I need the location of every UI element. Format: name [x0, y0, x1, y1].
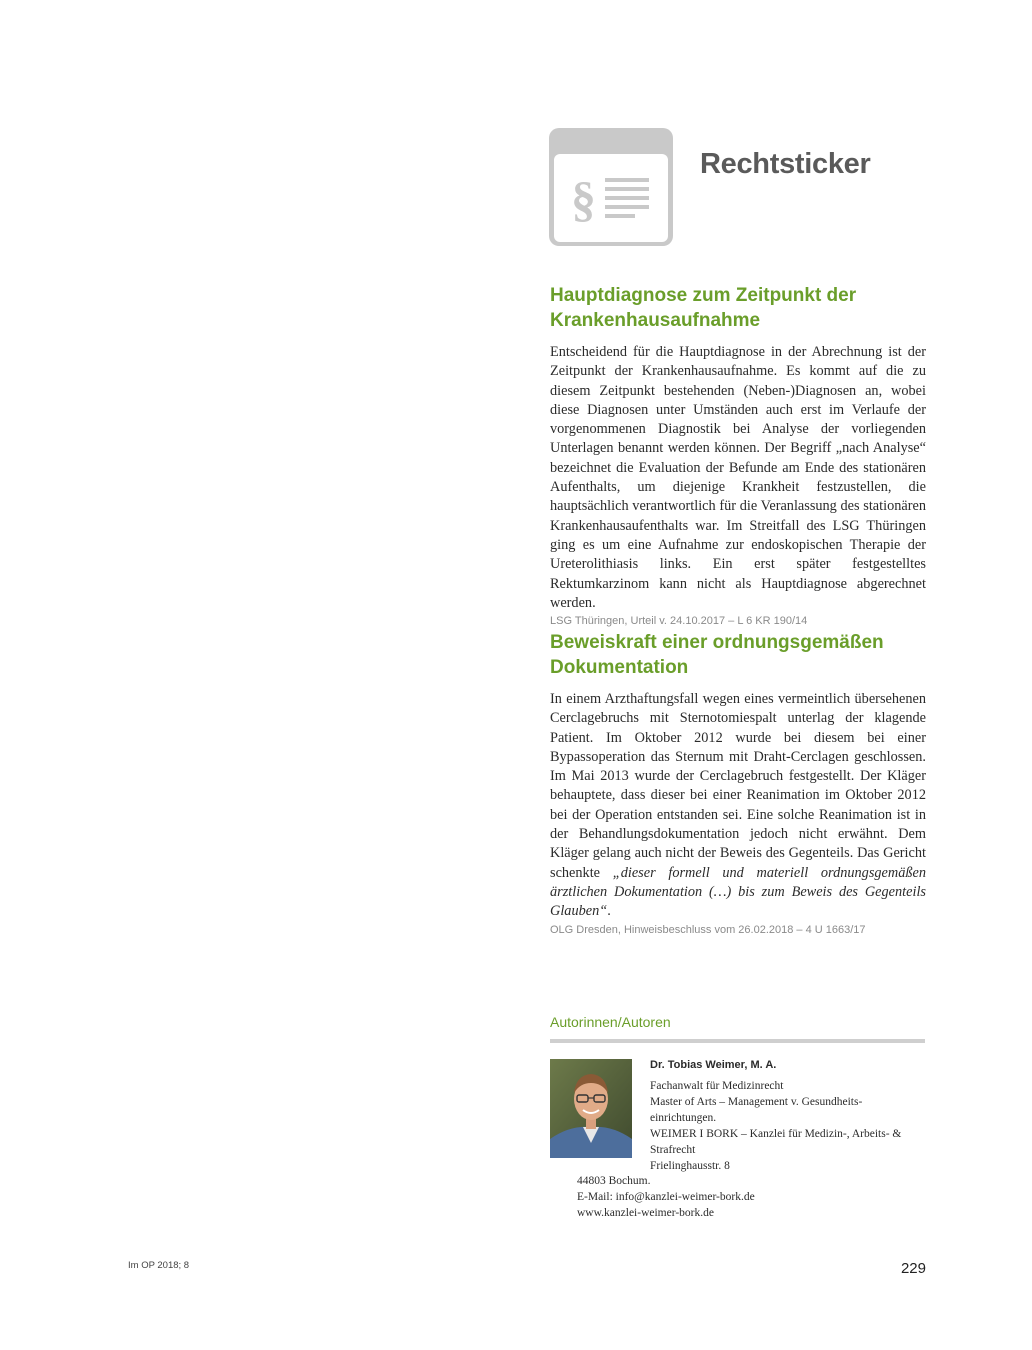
article-body — [550, 690, 926, 922]
author-line: WEIMER I BORK – Kanzlei für Medizin-, Arbeits- & Strafrecht — [650, 1128, 902, 1156]
article-title — [550, 630, 926, 680]
author-contact — [577, 1173, 877, 1221]
author-details — [650, 1057, 925, 1174]
article-citation: OLG Dresden, Hinweisbeschluss vom 26.02.2018 – 4 U 1663/17 — [550, 923, 866, 936]
author-line: Frielinghausstr. 8 — [650, 1160, 730, 1172]
author-website[interactable]: www.kanzlei-weimer-bork.de — [577, 1207, 714, 1219]
article-title-line: Hauptdiagnose zum Zeitpunkt der — [550, 285, 857, 306]
article-title — [550, 283, 926, 333]
author-line: Fachanwalt für Medizinrecht — [650, 1080, 784, 1092]
svg-text:§: § — [571, 171, 596, 227]
author-line: Master of Arts – Management v. Gesundheits-einrichtungen. — [650, 1096, 863, 1124]
author-name: Dr. Tobias Weimer, M. A. — [650, 1059, 777, 1071]
paragraph-document-icon — [549, 128, 673, 246]
article-citation: LSG Thüringen, Urteil v. 24.10.2017 – L 6 KR 190/14 — [550, 615, 808, 628]
article-body-end: . — [607, 903, 611, 920]
authors-divider — [550, 1039, 925, 1043]
author-city: 44803 Bochum. — [577, 1175, 651, 1187]
author-email[interactable]: E-Mail: info@kanzlei-weimer-bork.de — [577, 1191, 755, 1203]
article-beweiskraft — [550, 630, 926, 938]
article-body-text: In einem Arzthaftungsfall wegen eines vermeintlich übersehenen Cerclagebruchs mit Sternotomiespalt unterlag der klagende Patient. Im Oktober 2012 wurde bei diesem bei einer Bypassoperation das Sternum mit Draht-Cerclagen geschlossen. Im Mai 2013 wurde der Cerclagebruch festgestellt. Der Kläger behauptete, dass dieser bei einer Reanimation im Oktober 2012 bei der Operation entstanden sei. Eine solche Reanimation ist in der Behandlungsdokumentation jedoch nicht erwähnt. Dem Kläger gelang auch nicht der Beweis des Gegenteils. Das Gericht schenkte — [550, 691, 926, 881]
article-title-line: Beweiskraft einer ordnungsgemäßen — [550, 632, 884, 653]
section-title: Rechtsticker — [700, 148, 871, 180]
article-body: Entscheidend für die Hauptdiagnose in der Abrechnung ist der Zeitpunkt der Krankenhausaufnahme. Es kommt auf die zu diesem Zeitpunkt bestehenden (Neben-)Diagnosen an, wobei diese Diagnosen unter Umständen auch erst im Verlaufe der vorgenommenen Diagnostik bei Analyse der vorliegenden Unterlagen benannt werden können. Der Begriff „nach Analyse“ bezeichnet die Evaluation der Befunde am Ende des stationären Aufenthalts, um diejenige Krankheit festzustellen, die hauptsächlich verantwortlich für die Veranlassung des stationären Krankenhausaufenthalts war. Im Streitfall des LSG Thüringen ging es um eine Aufnahme zur endoskopischen Therapie der Ureterolithiasis links. Ein erst später festgestelltes Rektumkarzinom kann nicht als Hauptdiagnose abgerechnet werden. — [550, 344, 926, 611]
journal-reference: Im OP 2018; 8 — [128, 1260, 190, 1271]
authors-heading: Autorinnen/Autoren — [550, 1014, 671, 1030]
article-hauptdiagnose — [550, 283, 926, 629]
article-title-line: Dokumentation — [550, 657, 689, 678]
author-photo — [550, 1059, 632, 1158]
article-quote: „dieser formell und materiell ordnungsgemäßen ärztlichen Dokumentation (…) bis zum Beweis des Gegenteils Glauben“ — [550, 864, 926, 920]
article-title-line: Krankenhausaufnahme — [550, 310, 761, 331]
page-number: 229 — [900, 1260, 926, 1277]
